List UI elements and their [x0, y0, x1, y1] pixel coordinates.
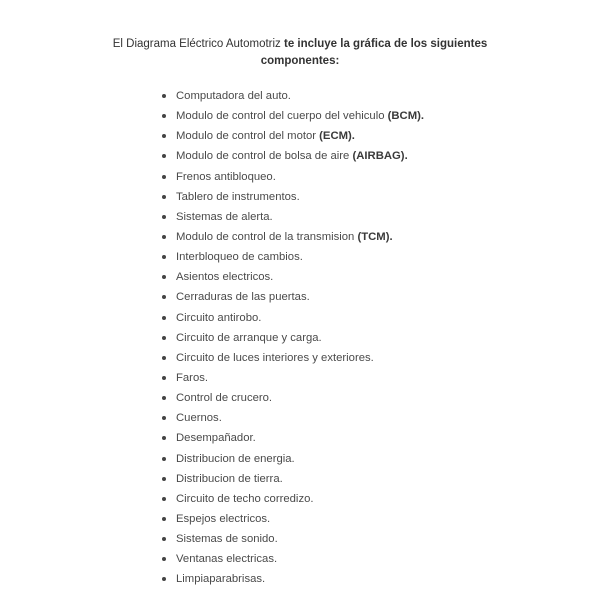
list-item-code: (BCM).: [387, 110, 425, 123]
list-item-text: Circuito de luces interiores y exteriores.: [176, 351, 374, 364]
list-item-text: Ventanas electricas.: [176, 553, 278, 566]
list-item: [162, 549, 424, 569]
list-item: [162, 187, 424, 207]
list-item: [162, 247, 424, 267]
list-item: [162, 86, 424, 106]
list-item: [162, 509, 424, 529]
components-list: [162, 86, 424, 590]
bullet-icon: [162, 255, 166, 259]
list-item-text: Modulo de control del motor: [176, 130, 320, 143]
bullet-icon: [162, 396, 166, 400]
list-item-text: Circuito de techo corredizo.: [176, 492, 314, 505]
list-item-text: Distribucion de tierra.: [176, 472, 283, 485]
list-item: [162, 489, 424, 509]
list-item: [162, 207, 424, 227]
bullet-icon: [162, 517, 166, 521]
heading-bold-line2: componentes:: [260, 55, 340, 67]
list-item: [162, 388, 424, 408]
list-item: [162, 126, 424, 146]
list-item-code: (AIRBAG).: [352, 150, 408, 163]
list-item-text: Modulo de control de bolsa de aire: [176, 150, 353, 163]
bullet-icon: [162, 235, 166, 239]
bullet-icon: [162, 275, 166, 279]
list-item-text: Circuito antirobo.: [176, 311, 262, 324]
bullet-icon: [162, 195, 166, 199]
bullet-icon: [162, 215, 166, 219]
list-item: [162, 428, 424, 448]
list-item: [162, 146, 424, 166]
bullet-icon: [162, 134, 166, 138]
list-item-text: Asientos electricos.: [176, 271, 274, 284]
heading-bold-line1: te incluye la gráfica de los siguientes: [284, 38, 488, 50]
bullet-icon: [162, 336, 166, 340]
list-item-text: Faros.: [176, 371, 209, 384]
document-heading: [0, 36, 600, 70]
list-item: [162, 167, 424, 187]
bullet-icon: [162, 356, 166, 360]
list-item: [162, 569, 424, 589]
list-item-text: Limpiaparabrisas.: [176, 573, 266, 586]
bullet-icon: [162, 295, 166, 299]
bullet-icon: [162, 557, 166, 561]
list-item-text: Frenos antibloqueo.: [176, 170, 276, 183]
heading-intro: El Diagrama Eléctrico Automotriz: [112, 38, 285, 50]
list-item: [162, 469, 424, 489]
list-item-text: Cuernos.: [176, 412, 222, 425]
bullet-icon: [162, 416, 166, 420]
list-item: [162, 287, 424, 307]
list-item: [162, 308, 424, 328]
list-item: [162, 227, 424, 247]
list-item-text: Sistemas de sonido.: [176, 533, 278, 546]
list-item-text: Modulo de control del cuerpo del vehiculo: [176, 110, 388, 123]
bullet-icon: [162, 376, 166, 380]
list-item-code: (TCM).: [357, 230, 393, 243]
list-item: [162, 348, 424, 368]
bullet-icon: [162, 537, 166, 541]
list-item-text: Sistemas de alerta.: [176, 210, 273, 223]
bullet-icon: [162, 114, 166, 118]
list-item-text: Desempañador.: [176, 432, 256, 445]
list-item: [162, 368, 424, 388]
list-item-text: Cerraduras de las puertas.: [176, 291, 310, 304]
list-item: [162, 449, 424, 469]
list-item-text: Interbloqueo de cambios.: [176, 251, 303, 264]
bullet-icon: [162, 316, 166, 320]
list-item-text: Control de crucero.: [176, 392, 273, 405]
list-item-text: Espejos electricos.: [176, 512, 271, 525]
list-item: [162, 328, 424, 348]
bullet-icon: [162, 477, 166, 481]
bullet-icon: [162, 457, 166, 461]
list-item-code: (ECM).: [319, 130, 355, 143]
bullet-icon: [162, 175, 166, 179]
bullet-icon: [162, 577, 166, 581]
list-item: [162, 106, 424, 126]
list-item-text: Tablero de instrumentos.: [176, 190, 300, 203]
list-item-text: Distribucion de energia.: [176, 452, 295, 465]
list-item: [162, 529, 424, 549]
bullet-icon: [162, 94, 166, 98]
list-item: [162, 408, 424, 428]
bullet-icon: [162, 436, 166, 440]
bullet-icon: [162, 154, 166, 158]
list-item-text: Circuito de arranque y carga.: [176, 331, 322, 344]
list-item-text: Modulo de control de la transmision: [176, 230, 358, 243]
bullet-icon: [162, 497, 166, 501]
list-item: [162, 267, 424, 287]
list-item-text: Computadora del auto.: [176, 90, 291, 102]
